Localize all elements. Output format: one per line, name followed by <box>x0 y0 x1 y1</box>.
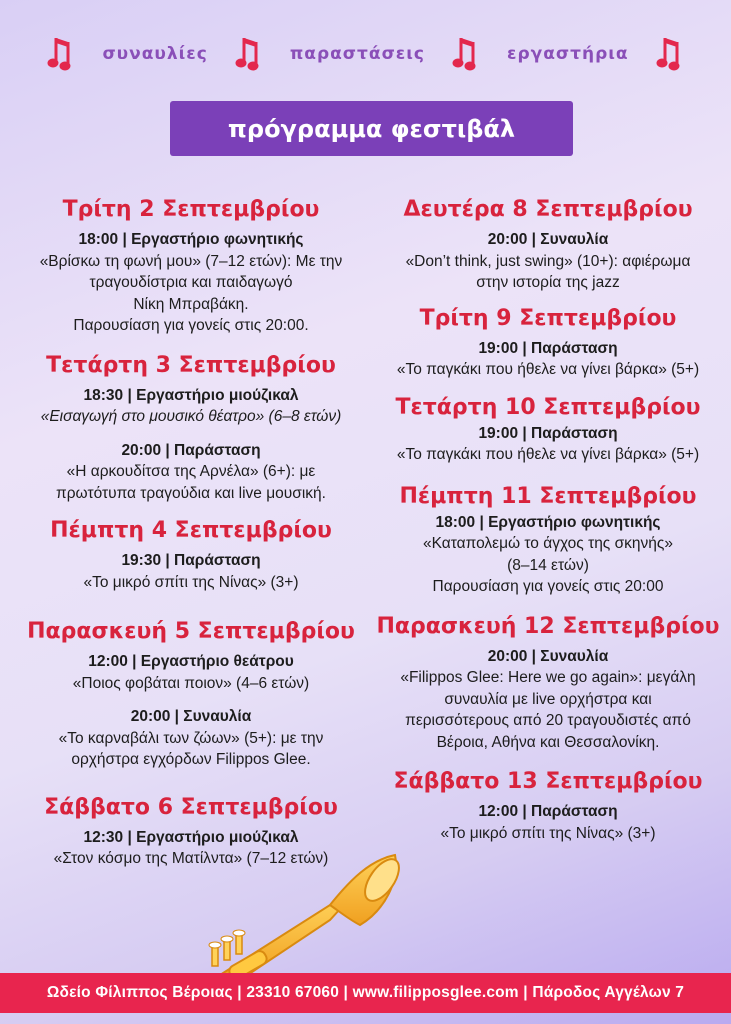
trumpet-illustration <box>200 850 410 980</box>
event-heading: 12:00 | Εργαστήριο θεάτρου <box>88 653 294 670</box>
festival-title: πρόγραμμα φεστιβάλ <box>170 101 573 156</box>
event-heading: 19:00 | Παράσταση <box>478 339 618 357</box>
schedule-left-column <box>10 195 372 870</box>
event-heading: 20:00 | Συναυλία <box>487 231 609 248</box>
day-heading: Τρίτη 2 Σεπτεμβρίου <box>62 197 320 222</box>
event-line: «Το παγκάκι που ήθελε να γίνει βάρκα» (5+) <box>396 446 700 463</box>
event-line: Παρουσίαση για γονείς στις 20:00 <box>432 578 664 595</box>
event <box>10 385 372 428</box>
event <box>372 512 724 598</box>
event-line: Παρουσίαση για γονείς στις 20:00. <box>73 317 309 334</box>
event <box>10 651 372 694</box>
day-heading: Πέμπτη 11 Σεπτεμβρίου <box>399 483 697 509</box>
event-line: «Η αρκουδίτσα της Αρνέλα» (6+): με <box>66 463 316 480</box>
event <box>372 646 724 754</box>
music-note-icon <box>451 34 481 74</box>
event-line: πρωτότυπα τραγούδια και live μουσική. <box>56 484 326 502</box>
event <box>372 423 724 466</box>
event-line: «Στον κόσμο της Ματίλντα» (7–12 ετών) <box>53 850 329 867</box>
event-line: Βέροια, Αθήνα και Θεσσαλονίκη. <box>436 733 660 751</box>
event-line: «Ποιος φοβάται ποιον» (4–6 ετών) <box>72 674 310 692</box>
event <box>372 338 724 381</box>
day-heading: Πέμπτη 4 Σεπτεμβρίου <box>50 518 332 543</box>
event-line: τραγουδίστρια και παιδαγωγό <box>89 274 293 291</box>
event-heading: 19:30 | Παράσταση <box>121 552 261 569</box>
day-heading: Σάββατο 13 Σεπτεμβρίου <box>393 769 703 794</box>
event <box>10 706 372 771</box>
event-heading: 19:00 | Παράσταση <box>478 424 618 442</box>
event <box>372 801 724 844</box>
event-line: «Το καρναβάλι των ζώων» (5+): με την <box>58 729 324 747</box>
day-heading: Παρασκευή 12 Σεπτεμβρίου <box>376 613 720 639</box>
event-heading: 12:00 | Παράσταση <box>478 803 618 820</box>
event-line: Νίκη Μπραβάκη. <box>133 295 249 313</box>
day-heading: Τετάρτη 10 Σεπτεμβρίου <box>395 394 701 420</box>
event-heading: 18:30 | Εργαστήριο μιούζικαλ <box>83 386 299 404</box>
event-heading: 18:00 | Εργαστήριο φωνητικής <box>435 513 661 531</box>
category-bar <box>0 28 731 80</box>
footer-contact: Ωδείο Φίλιππος Βέροιας | 23310 67060 | www.filipposglee.com | Πάροδος Αγγέλων 7 <box>0 973 731 1013</box>
day-heading: Παρασκευή 5 Σεπτεμβρίου <box>27 619 355 644</box>
event-heading: 12:30 | Εργαστήριο μιούζικαλ <box>83 828 299 846</box>
event-line: «Filippos Glee: Here we go again»: μεγάλη <box>400 669 696 686</box>
day-heading: Τρίτη 9 Σεπτεμβρίου <box>419 305 677 331</box>
event-line: «Don’t think, just swing» (10+): αφιέρωμα <box>405 252 691 270</box>
category-workshops: εργαστήρια <box>506 44 629 64</box>
event <box>10 550 372 593</box>
event-line: συναυλία με live ορχήστρα και <box>444 690 652 708</box>
event-line: «Βρίσκω τη φωνή μου» (7–12 ετών): Με την <box>39 252 343 270</box>
event-heading: 20:00 | Παράσταση <box>121 441 261 459</box>
event-line: ορχήστρα εγχόρδων Filippos Glee. <box>71 751 311 768</box>
event <box>10 440 372 505</box>
event-line: «Καταπολεμώ το άγχος της σκηνής» <box>423 535 673 552</box>
music-note-icon <box>46 34 76 74</box>
music-note-icon <box>655 34 685 74</box>
event-line: «Το μικρό σπίτι της Νίνας» (3+) <box>83 573 299 591</box>
music-note-icon <box>234 34 264 74</box>
event-line: στην ιστορία της jazz <box>476 274 620 291</box>
event-line: «Το μικρό σπίτι της Νίνας» (3+) <box>440 824 656 842</box>
category-concerts: συναυλίες <box>102 44 208 64</box>
event <box>10 229 372 337</box>
event-line: (8–14 ετών) <box>507 556 589 574</box>
day-heading: Τετάρτη 3 Σεπτεμβρίου <box>46 352 336 378</box>
day-heading: Δευτέρα 8 Σεπτεμβρίου <box>403 197 693 222</box>
event-line: «Το παγκάκι που ήθελε να γίνει βάρκα» (5+) <box>396 361 700 378</box>
event-heading: 20:00 | Συναυλία <box>487 647 609 665</box>
event-line: «Εισαγωγή στο μουσικό θέατρο» (6–8 ετών) <box>40 408 342 425</box>
event <box>372 229 724 294</box>
event-line: περισσότερους από 20 τραγουδιστές από <box>405 712 691 729</box>
event-heading: 18:00 | Εργαστήριο φωνητικής <box>78 231 304 248</box>
day-heading: Σάββατο 6 Σεπτεμβρίου <box>44 794 338 820</box>
event-heading: 20:00 | Συναυλία <box>130 708 252 725</box>
schedule-right-column <box>372 195 724 844</box>
category-performances: παραστάσεις <box>289 44 425 64</box>
